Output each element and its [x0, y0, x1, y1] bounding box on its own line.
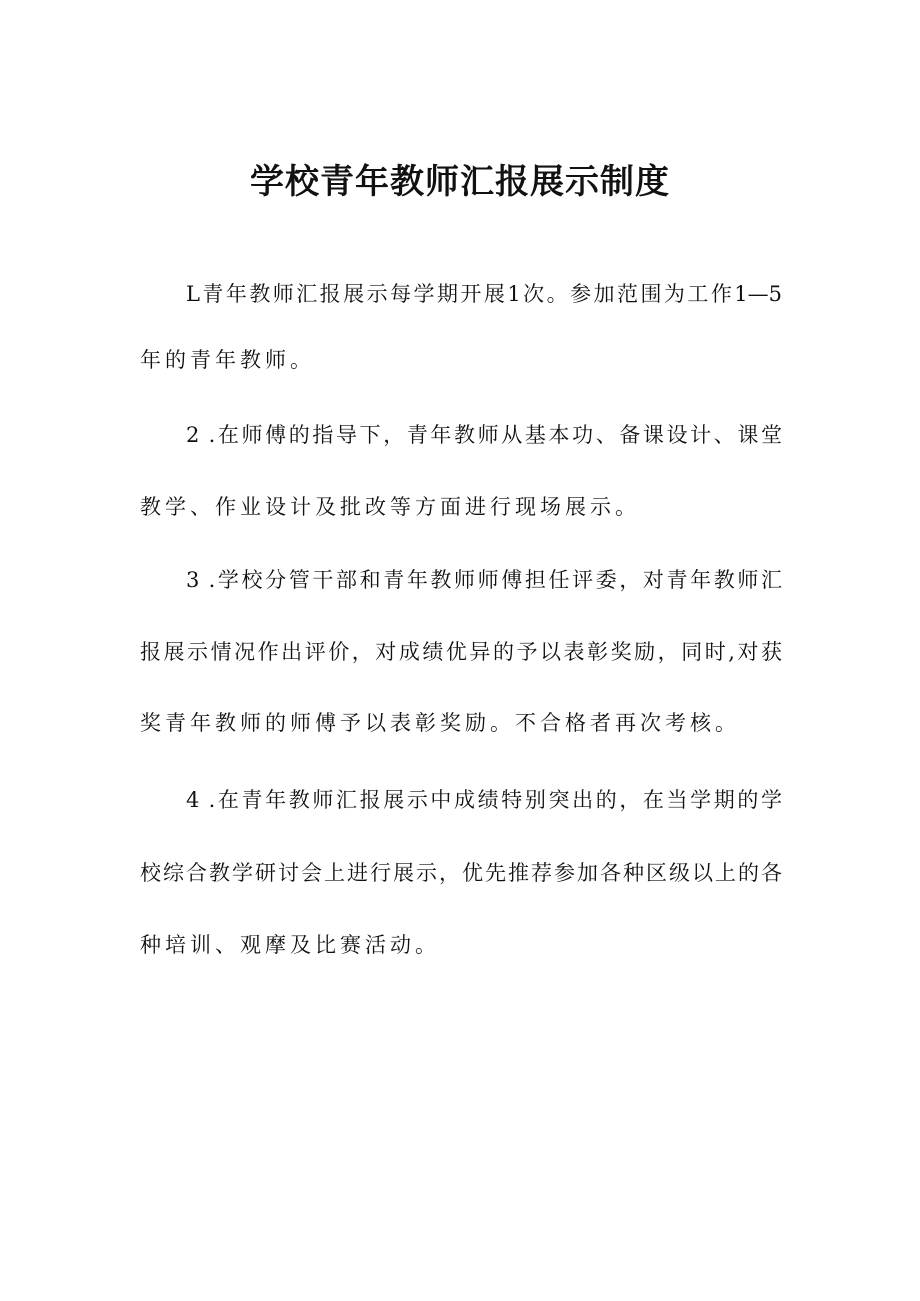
paragraph-4-line-2: 校综合教学研讨会上进行展示，优先推荐参加各种区级以上的各: [140, 861, 782, 885]
paragraph-1-line-2: 年的青年教师。: [140, 348, 315, 372]
paragraph-4-line-1: 4 .在青年教师汇报展示中成绩特别突出的，在当学期的学: [186, 788, 782, 812]
paragraph-3-line-1: 3 .学校分管干部和青年教师师傅担任评委，对青年教师汇: [186, 568, 782, 592]
paragraph-4-line-3: 种培训、观摩及比赛活动。: [140, 933, 440, 957]
paragraph-3-line-3: 奖青年教师的师傅予以表彰奖励。不合格者再次考核。: [140, 711, 740, 735]
document-title: 学校青年教师汇报展示制度: [250, 162, 670, 202]
paragraph-2-line-1: 2 .在师傅的指导下，青年教师从基本功、备课设计、课堂: [186, 423, 782, 447]
paragraph-3-line-2: 报展示情况作出评价，对成绩优异的予以表彰奖励，同时,对获: [140, 640, 782, 664]
paragraph-1-line-1: L青年教师汇报展示每学期开展1次。参加范围为工作1—5: [186, 282, 782, 306]
paragraph-2-line-2: 教学、作业设计及批改等方面进行现场展示。: [140, 495, 640, 519]
